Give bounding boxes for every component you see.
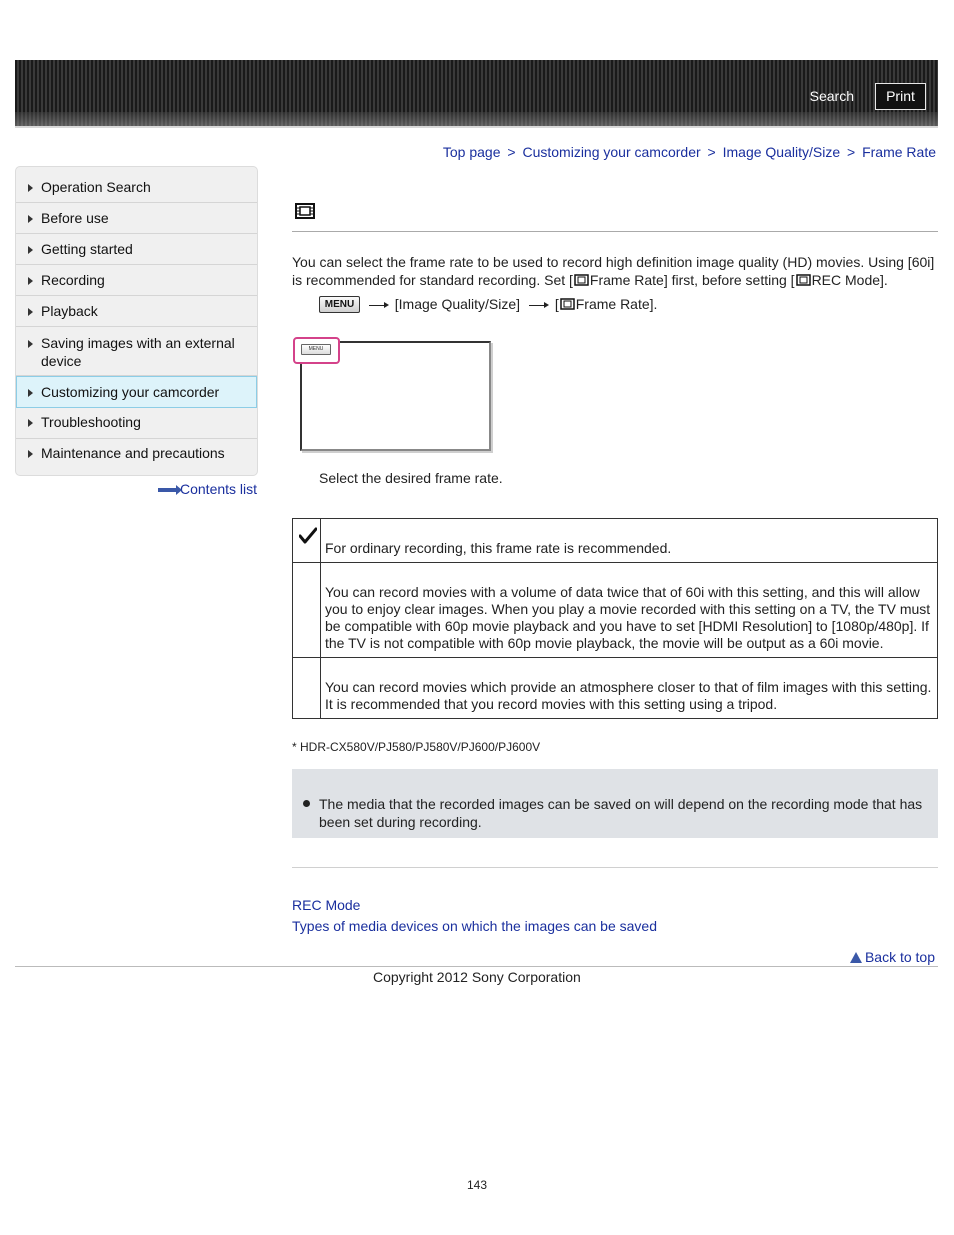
copyright-text: Copyright 2012 Sony Corporation xyxy=(373,969,581,985)
film-icon xyxy=(796,274,811,286)
intro-paragraph xyxy=(292,253,942,289)
intro-text: You can select the frame rate to be used to record high definition image quality (HD) movies. Using [60i] is recommended for standard recording. Set [ xyxy=(292,254,935,288)
table-row xyxy=(293,519,938,563)
frame-rate-options-table xyxy=(292,518,938,719)
film-icon xyxy=(295,203,315,219)
arrow-right-icon xyxy=(369,305,387,306)
print-button[interactable]: Print xyxy=(875,83,926,110)
sidebar-item-before-use[interactable] xyxy=(16,203,257,234)
arrow-right-icon xyxy=(28,184,33,192)
related-divider xyxy=(292,867,938,868)
contents-list-link[interactable] xyxy=(158,481,257,497)
breadcrumb xyxy=(443,144,936,160)
arrow-right-icon xyxy=(28,215,33,223)
step-image-quality: [Image Quality/Size] xyxy=(394,296,521,312)
breadcrumb-separator: > xyxy=(707,144,716,160)
sidebar-nav xyxy=(15,166,258,476)
table-row xyxy=(293,658,938,719)
option-marker-cell xyxy=(293,563,321,658)
menu-steps xyxy=(319,296,657,313)
search-link[interactable]: Search xyxy=(809,88,854,104)
menu-highlight xyxy=(293,337,340,364)
bullet-icon xyxy=(303,800,310,807)
breadcrumb-image-quality[interactable]: Image Quality/Size xyxy=(722,144,841,160)
sidebar-item-label: Getting started xyxy=(41,241,133,257)
option-description: You can record movies which provide an atmosphere closer to that of film images with this setting. It is recommended that you record movies with this setting using a tripod. xyxy=(321,658,938,719)
sidebar-item-label: Customizing your camcorder xyxy=(41,384,220,400)
footer-divider xyxy=(15,966,938,967)
intro-text: REC Mode]. xyxy=(811,272,888,288)
step-frame-rate: Frame Rate]. xyxy=(575,296,658,312)
sidebar-item-label: Before use xyxy=(41,210,109,226)
sidebar-item-maintenance[interactable] xyxy=(16,439,257,470)
arrow-right-icon xyxy=(158,488,178,492)
table-row xyxy=(293,563,938,658)
notes-box xyxy=(292,769,938,838)
arrow-right-icon xyxy=(28,308,33,316)
sidebar-item-label: Operation Search xyxy=(41,179,151,195)
sidebar-item-playback[interactable] xyxy=(16,296,257,327)
select-instruction: Select the desired frame rate. xyxy=(319,470,503,486)
sidebar-item-label: Recording xyxy=(41,272,105,288)
option-marker-cell xyxy=(293,658,321,719)
intro-text: Frame Rate] first, before setting [ xyxy=(589,272,795,288)
breadcrumb-frame-rate[interactable]: Frame Rate xyxy=(862,144,936,160)
breadcrumb-separator: > xyxy=(847,144,856,160)
sidebar-item-customizing[interactable] xyxy=(16,376,257,408)
step-open-bracket: [ xyxy=(554,296,559,312)
contents-list-label: Contents list xyxy=(180,481,258,497)
related-link-rec-mode[interactable]: REC Mode xyxy=(292,897,361,913)
header-bar xyxy=(15,60,938,128)
sidebar-item-getting-started[interactable] xyxy=(16,234,257,265)
back-to-top-link[interactable] xyxy=(850,949,935,965)
breadcrumb-top-page[interactable]: Top page xyxy=(442,144,501,160)
title-divider xyxy=(292,231,938,232)
page-number: 143 xyxy=(466,1178,488,1192)
arrow-right-icon xyxy=(28,450,33,458)
option-marker-cell xyxy=(293,519,321,563)
related-link-media-types[interactable]: Types of media devices on which the images can be saved xyxy=(292,918,657,934)
arrow-right-icon xyxy=(28,246,33,254)
option-description: For ordinary recording, this frame rate is recommended. xyxy=(321,519,938,563)
arrow-right-icon xyxy=(28,340,33,348)
arrow-up-icon xyxy=(850,952,862,963)
breadcrumb-customizing[interactable]: Customizing your camcorder xyxy=(522,144,701,160)
menu-button-icon: MENU xyxy=(319,296,360,313)
arrow-right-icon xyxy=(529,305,547,306)
sidebar-item-label: Saving images with an external device xyxy=(41,335,235,369)
check-icon xyxy=(299,527,317,545)
film-icon xyxy=(560,298,575,310)
sidebar-item-operation-search[interactable] xyxy=(16,167,257,203)
sidebar-item-recording[interactable] xyxy=(16,265,257,296)
model-footnote: * HDR-CX580V/PJ580/PJ580V/PJ600/PJ600V xyxy=(292,740,541,754)
sidebar-item-label: Troubleshooting xyxy=(41,414,141,430)
film-icon xyxy=(574,274,589,286)
arrow-right-icon xyxy=(28,389,33,397)
sidebar-item-saving-images[interactable] xyxy=(16,327,257,376)
breadcrumb-separator: > xyxy=(507,144,516,160)
sidebar-item-label: Maintenance and precautions xyxy=(41,445,225,461)
screen-menu-icon: MENU xyxy=(301,344,331,355)
arrow-right-icon xyxy=(28,419,33,427)
sidebar-item-troubleshooting[interactable] xyxy=(16,408,257,439)
note-text: The media that the recorded images can be saved on will depend on the recording mode that has been set during recording. xyxy=(319,796,923,830)
option-description: You can record movies with a volume of data twice that of 60i with this setting, and this will allow you to enjoy clear images. When you play a movie recorded with this setting on a TV, the TV must be compatible with 60p movie playback and you have to set [HDMI Resolution] to [1080p/480p]. If the TV is not compatible with 60p movie playback, the movie will be output as a 60i movie. xyxy=(321,563,938,658)
arrow-right-icon xyxy=(28,277,33,285)
sidebar-item-label: Playback xyxy=(41,303,98,319)
back-to-top-label: Back to top xyxy=(864,949,935,965)
